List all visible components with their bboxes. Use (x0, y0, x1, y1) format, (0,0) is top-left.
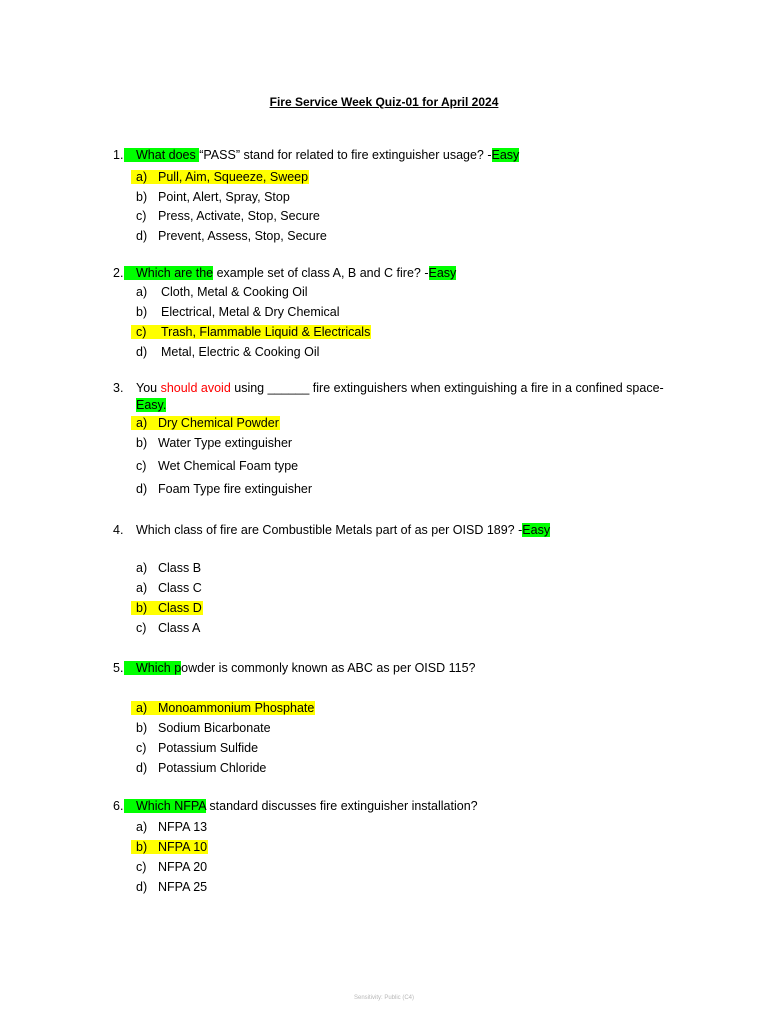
question-prompt (113, 380, 664, 397)
option-a (131, 817, 478, 837)
tab-spacer (124, 533, 136, 534)
question-prefix: You (136, 381, 161, 395)
option-b (131, 433, 664, 453)
option-letter: b) (136, 305, 148, 319)
option-b (131, 188, 519, 208)
quiz-title (0, 94, 768, 110)
option-highlight (131, 170, 309, 184)
tab-spacer (124, 158, 136, 159)
option-a (131, 698, 476, 718)
tab-spacer (124, 671, 136, 672)
option-letter: c) (136, 860, 147, 874)
option-d (131, 342, 456, 362)
option-letter: a) (136, 561, 148, 575)
option-highlight (131, 436, 293, 450)
option-c (131, 322, 456, 342)
option-3 (131, 598, 550, 618)
option-1 (131, 558, 550, 578)
question-3 (113, 380, 664, 499)
options-list (131, 817, 478, 897)
question-number: 2. (113, 266, 124, 280)
option-highlight (131, 840, 208, 854)
question-highlight-text: Which are the (136, 266, 214, 280)
option-letter: a) (136, 285, 148, 299)
question-text: using ______ fire extinguishers when extinguishing a fire in a confined space- (230, 381, 664, 395)
option-text: Electrical, Metal & Dry Chemical (161, 305, 340, 319)
option-highlight (131, 581, 203, 595)
option-letter: d) (136, 228, 148, 243)
question-prompt (113, 796, 478, 816)
tab-spacer (124, 809, 136, 810)
option-text: NFPA 13 (158, 820, 208, 834)
question-prompt (113, 145, 519, 165)
option-d (131, 758, 476, 778)
sensitivity-footer: Sensitivity: Public (C4) (353, 995, 415, 1001)
option-highlight (131, 190, 291, 204)
tab-spacer (124, 276, 136, 277)
option-letter: b) (136, 189, 148, 204)
option-c (131, 738, 476, 758)
option-c (131, 456, 664, 476)
option-b (131, 302, 456, 322)
option-text: Trash, Flammable Liquid & Electricals (161, 325, 371, 339)
question-highlight (124, 266, 213, 280)
option-letter: b) (136, 840, 148, 854)
option-letter: c) (136, 621, 147, 635)
option-text: Press, Activate, Stop, Secure (158, 209, 320, 223)
option-highlight (131, 482, 313, 496)
option-text: Sodium Bicarbonate (158, 721, 271, 735)
option-text: Wet Chemical Foam type (158, 459, 299, 473)
difficulty-tag: Easy (491, 148, 520, 162)
option-letter: c) (136, 325, 147, 339)
option-highlight (131, 701, 315, 715)
question-text: standard discusses fire extinguisher installation? (205, 799, 478, 813)
option-text: NFPA 25 (158, 880, 208, 894)
option-text: Pull, Aim, Squeeze, Sweep (158, 170, 309, 184)
option-letter: d) (136, 880, 148, 894)
option-highlight (131, 229, 328, 243)
option-a (131, 282, 456, 302)
option-d (131, 479, 664, 499)
option-letter: d) (136, 761, 148, 775)
option-text: Point, Alert, Spray, Stop (158, 189, 290, 204)
question-prompt (113, 658, 476, 678)
question-number: 4. (113, 523, 124, 537)
question-6 (113, 796, 478, 897)
option-text: Class B (158, 561, 202, 575)
option-text: Dry Chemical Powder (158, 416, 279, 430)
option-c (131, 857, 478, 877)
options-list (131, 698, 476, 778)
question-number: 1. (113, 148, 124, 162)
question-prompt (113, 520, 550, 540)
option-letter: a) (136, 820, 148, 834)
question-text: example set of class A, B and C fire? - (213, 266, 429, 280)
option-a (131, 168, 519, 188)
option-highlight (131, 345, 320, 359)
question-highlight-text: What does (136, 148, 200, 162)
question-1 (113, 145, 519, 246)
option-highlight (131, 761, 267, 775)
option-text: Class A (158, 621, 201, 635)
option-highlight (131, 820, 208, 834)
option-highlight (131, 209, 321, 223)
option-highlight (131, 741, 259, 755)
options-list (131, 282, 456, 362)
option-highlight (131, 601, 203, 615)
option-text: NFPA 20 (158, 860, 208, 874)
question-highlight-text: Which p (136, 661, 182, 675)
option-text: Prevent, Assess, Stop, Secure (158, 228, 327, 243)
option-text: Potassium Chloride (158, 761, 267, 775)
quiz-title-text: Fire Service Week Quiz-01 for April 2024 (269, 95, 499, 109)
option-highlight (131, 305, 341, 319)
question-highlight (124, 148, 199, 162)
option-text: Class D (158, 601, 202, 615)
question-prompt-continued (113, 397, 664, 414)
option-letter: a) (136, 581, 148, 595)
options-list (131, 413, 664, 499)
question-5 (113, 658, 476, 778)
question-emphasis: should avoid (160, 381, 231, 395)
option-letter: b) (136, 436, 148, 450)
option-d (131, 877, 478, 897)
option-letter: b) (136, 721, 148, 735)
question-prompt (113, 263, 456, 283)
option-text: Water Type extinguisher (158, 436, 293, 450)
option-a (131, 413, 664, 433)
option-text: Potassium Sulfide (158, 741, 259, 755)
option-highlight (131, 459, 299, 473)
difficulty-tag: Easy (522, 523, 551, 537)
option-letter: a) (136, 701, 148, 715)
question-2 (113, 263, 456, 362)
question-highlight (124, 799, 206, 813)
option-letter: d) (136, 482, 148, 496)
option-highlight (131, 721, 272, 735)
option-text: Class C (158, 581, 202, 595)
option-highlight (131, 860, 208, 874)
option-b (131, 837, 478, 857)
difficulty-tag: Easy. (136, 398, 167, 412)
option-letter: c) (136, 459, 147, 473)
option-letter: a) (136, 170, 148, 184)
option-text: Cloth, Metal & Cooking Oil (161, 285, 308, 299)
option-b (131, 718, 476, 738)
question-text: Which class of fire are Combustible Metals part of as per OISD 189? - (136, 523, 523, 537)
option-letter: d) (136, 345, 148, 359)
question-number: 3. (113, 381, 124, 395)
option-letter: c) (136, 209, 147, 223)
option-letter: c) (136, 741, 147, 755)
option-highlight (131, 880, 208, 894)
option-d (131, 227, 519, 247)
option-text: NFPA 10 (158, 840, 208, 854)
option-highlight (131, 621, 201, 635)
option-text: Foam Type fire extinguisher (158, 482, 313, 496)
question-highlight-text: Which NFPA (136, 799, 206, 813)
option-letter: b) (136, 601, 148, 615)
question-text: “PASS” stand for related to fire extinguisher usage? - (199, 148, 492, 162)
question-number: 5. (113, 661, 124, 675)
option-letter: a) (136, 416, 148, 430)
option-highlight (131, 561, 202, 575)
option-text: Metal, Electric & Cooking Oil (161, 345, 320, 359)
options-list (131, 558, 550, 638)
difficulty-tag: Easy (428, 266, 457, 280)
option-text: Monoammonium Phosphate (158, 701, 315, 715)
tab-spacer (124, 391, 136, 392)
option-c (131, 207, 519, 227)
option-2 (131, 578, 550, 598)
option-highlight (131, 285, 309, 299)
question-text: owder is commonly known as ABC as per OISD 115? (181, 661, 476, 675)
option-highlight (131, 325, 371, 339)
question-highlight (124, 661, 181, 675)
options-list (131, 168, 519, 246)
question-number: 6. (113, 799, 124, 813)
option-highlight (131, 416, 280, 430)
question-4 (113, 520, 550, 638)
option-4 (131, 618, 550, 638)
